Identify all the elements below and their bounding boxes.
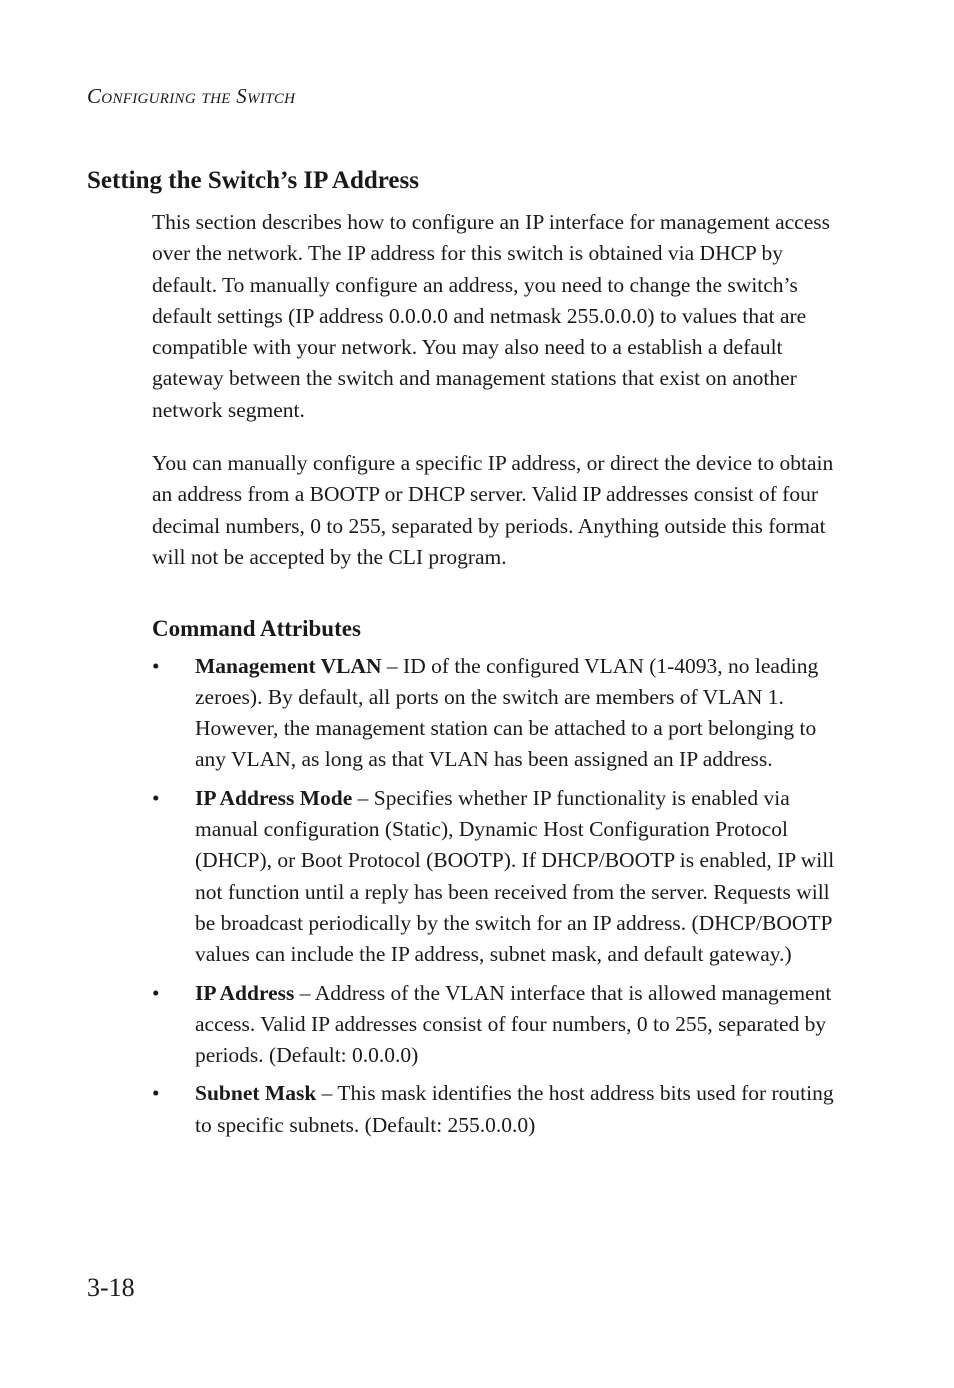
attribute-description: – Address of the VLAN interface that is allowed management access. Valid IP addresses consist of four numbers, 0 to 255, separated by periods. (Default: 0.0.0.0): [195, 980, 832, 1068]
attribute-term: Subnet Mask: [195, 1081, 317, 1106]
attribute-description: – ID of the configured VLAN (1-4093, no leading zeroes). By default, all ports on the switch are members of VLAN 1. However, the management station can be attached to a port belonging to any VLAN, as long as that VLAN has been assigned an IP address.: [195, 653, 819, 772]
bullet: •: [152, 785, 160, 810]
attribute-description: – This mask identifies the host address bits used for routing to specific subnets. (Default: 255.0.0.0): [195, 1081, 834, 1137]
command-attributes-heading: Command Attributes: [152, 616, 361, 642]
page-number: 3-18: [87, 1273, 135, 1302]
list-item: [152, 783, 852, 971]
format-paragraph: You can manually configure a specific IP address, or direct the device to obtain an address from a BOOTP or DHCP server. Valid IP addresses consist of four decimal numbers, 0 to 255, separated by periods. Anything outside this format will not be accepted by the CLI program.: [152, 451, 834, 569]
section-title: Setting the Switch’s IP Address: [87, 167, 419, 194]
attribute-term: Management VLAN: [195, 653, 382, 678]
command-attributes-list: [152, 651, 852, 1141]
bullet: •: [152, 980, 160, 1005]
intro-paragraph: This section describes how to configure an IP interface for management access over the network. The IP address for this switch is obtained via DHCP by default. To manually configure an address, you need to change the switch’s default settings (IP address 0.0.0.0 and netmask 255.0.0.0) to values that are compatible with your network. You may also need to a establish a default gateway between the switch and management stations that exist on another network segment.: [152, 210, 830, 422]
attribute-term: IP Address Mode: [195, 785, 353, 810]
list-item: [152, 651, 852, 776]
list-item: [152, 978, 852, 1072]
bullet: •: [152, 1081, 160, 1106]
bullet: •: [152, 653, 160, 678]
list-item: [152, 1078, 852, 1141]
running-header: Configuring the Switch: [87, 84, 296, 108]
attribute-term: IP Address: [195, 980, 295, 1005]
attribute-description: – Specifies whether IP functionality is enabled via manual configuration (Static), Dynamic Host Configuration Protocol (DHCP), or Boot Protocol (BOOTP). If DHCP/BOOTP is enabled, IP will not function until a reply has been received from the server. Requests will be broadcast periodically by the switch for an IP address. (DHCP/BOOTP values can include the IP address, subnet mask, and default gateway.): [195, 785, 835, 967]
section-body: [152, 207, 852, 1148]
